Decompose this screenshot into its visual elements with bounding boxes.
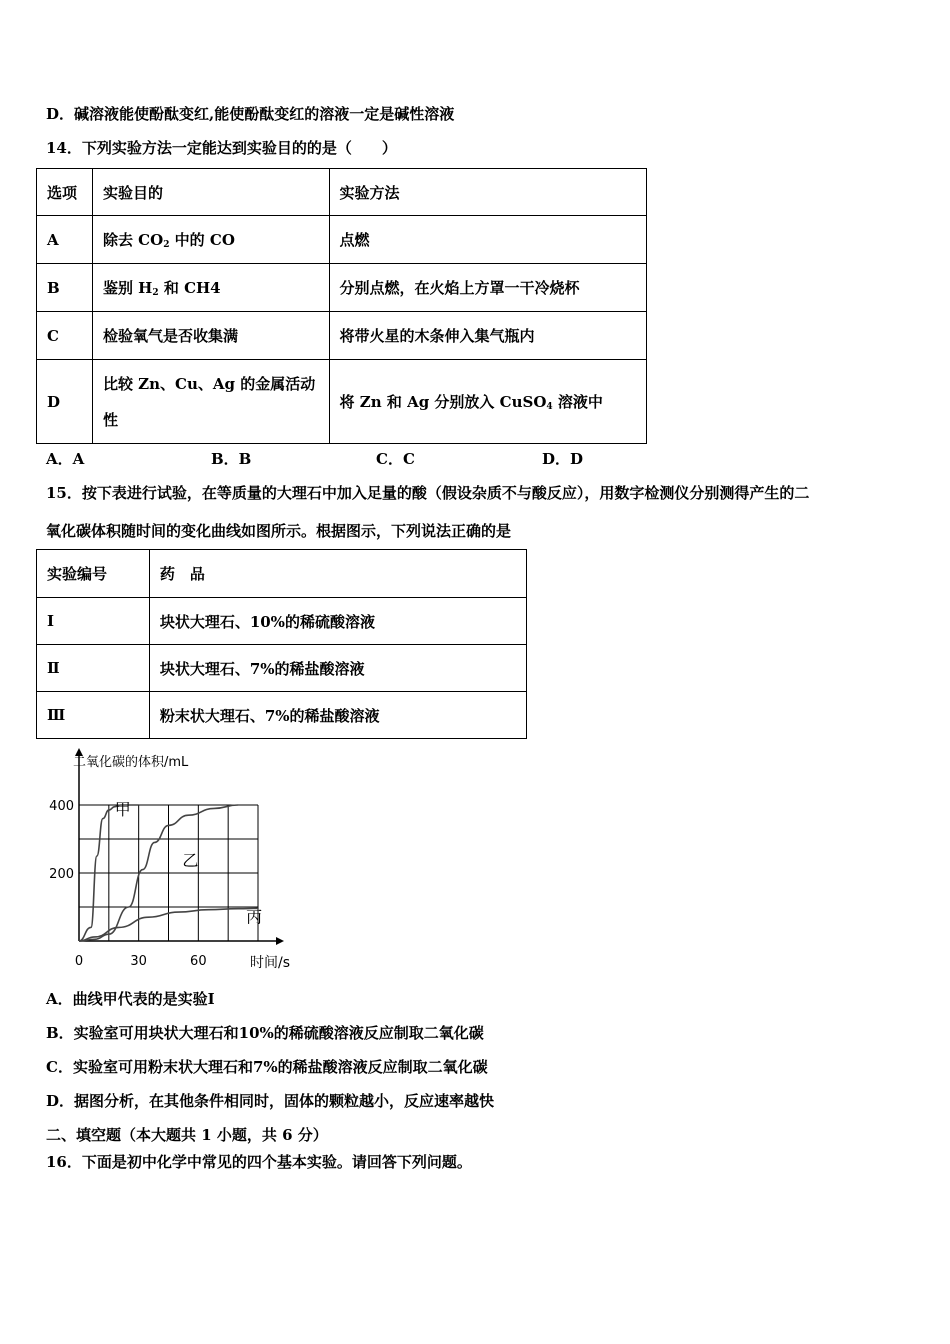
- q16-stem: 16．下面是初中化学中常见的四个基本实验。请回答下列问题。: [46, 1153, 472, 1171]
- q15-stem-line2: 氧化碳体积随时间的变化曲线如图所示。根据图示，下列说法正确的是: [46, 522, 512, 540]
- row-reagent: 块状大理石、7%的稀盐酸溶液: [149, 645, 526, 692]
- table-row: [37, 360, 647, 444]
- row-purpose: 鉴别 $H_2$ 和 CH4: [92, 264, 329, 312]
- row-purpose: 比较 Zn、Cu、Ag 的金属活动性: [92, 360, 329, 444]
- row-option: A: [37, 216, 93, 264]
- header-option: 选项: [37, 169, 93, 216]
- row-reagent: 块状大理石、10%的稀硫酸溶液: [149, 598, 526, 645]
- q15-option-b[interactable]: B．实验室可用块状大理石和10%的稀硫酸溶液反应制取二氧化碳: [46, 1024, 484, 1042]
- table-row: [37, 264, 647, 312]
- row-id: Ⅲ: [37, 692, 150, 739]
- row-method: 分别点燃，在火焰上方罩一干冷烧杯: [329, 264, 646, 312]
- q15-stem-line1: 15．按下表进行试验，在等质量的大理石中加入足量的酸（假设杂质不与酸反应），用数字检测仪分别测得产生的二: [46, 484, 810, 502]
- row-option: C: [37, 312, 93, 360]
- row-purpose: 检验氧气是否收集满: [92, 312, 329, 360]
- row-method: 将带火星的木条伸入集气瓶内: [329, 312, 646, 360]
- header-reagent: 药 品: [149, 550, 526, 598]
- series-label-乙: 乙: [182, 851, 199, 871]
- table-row: [37, 692, 527, 739]
- q15-option-d[interactable]: D．据图分析，在其他条件相同时，固体的颗粒越小，反应速率越快: [46, 1092, 495, 1110]
- choice-a[interactable]: A．A: [46, 450, 85, 468]
- row-method: 点燃: [329, 216, 646, 264]
- row-purpose: 除去 $CO_2$ 中的 CO: [92, 216, 329, 264]
- row-id: Ⅱ: [37, 645, 150, 692]
- y-tick-label: 400: [49, 799, 74, 814]
- table-row: [37, 312, 647, 360]
- x-tick-label: 0: [74, 954, 84, 969]
- y-tick-label: 200: [49, 867, 74, 882]
- table-header-row: [37, 169, 647, 216]
- series-label-甲: 甲: [114, 800, 131, 820]
- q15-table: [36, 549, 527, 739]
- series-label-丙: 丙: [246, 907, 263, 927]
- x-axis-arrow: [276, 937, 284, 945]
- table-row: [37, 645, 527, 692]
- x-tick-label: 60: [190, 954, 207, 969]
- x-axis-label: 时间/s: [250, 955, 291, 971]
- choice-d[interactable]: D．D: [542, 450, 584, 468]
- q14-table: [36, 168, 647, 444]
- y-axis-label: 二氧化碳的体积/mL: [73, 755, 189, 770]
- chart-series: [79, 800, 262, 941]
- table-header-row: [37, 550, 527, 598]
- chart-ticks: [49, 799, 206, 969]
- co2-volume-chart: [40, 748, 300, 978]
- q14-stem: 14．下列实验方法一定能达到实验目的的是（ ）: [46, 139, 397, 157]
- row-reagent: 粉末状大理石、7%的稀盐酸溶液: [149, 692, 526, 739]
- row-option: D: [37, 360, 93, 444]
- header-method: 实验方法: [329, 169, 646, 216]
- section-heading: 二、填空题（本大题共 1 小题，共 6 分）: [46, 1126, 328, 1144]
- q15-option-c[interactable]: C．实验室可用粉末状大理石和7%的稀盐酸溶液反应制取二氧化碳: [46, 1058, 488, 1076]
- header-purpose: 实验目的: [92, 169, 329, 216]
- q14-choices: [46, 448, 646, 468]
- q13-option-d: D．碱溶液能使酚酞变红,能使酚酞变红的溶液一定是碱性溶液: [46, 105, 455, 123]
- row-method: 将 Zn 和 Ag 分别放入 CuSO$_4$ 溶液中: [329, 360, 646, 444]
- choice-c[interactable]: C．C: [376, 450, 415, 468]
- choice-b[interactable]: B．B: [211, 450, 252, 468]
- row-option: B: [37, 264, 93, 312]
- q15-option-a[interactable]: A．曲线甲代表的是实验Ⅰ: [46, 990, 215, 1008]
- header-id: 实验编号: [37, 550, 150, 598]
- table-row: [37, 216, 647, 264]
- x-tick-label: 30: [130, 954, 147, 969]
- row-id: Ⅰ: [37, 598, 150, 645]
- table-row: [37, 598, 527, 645]
